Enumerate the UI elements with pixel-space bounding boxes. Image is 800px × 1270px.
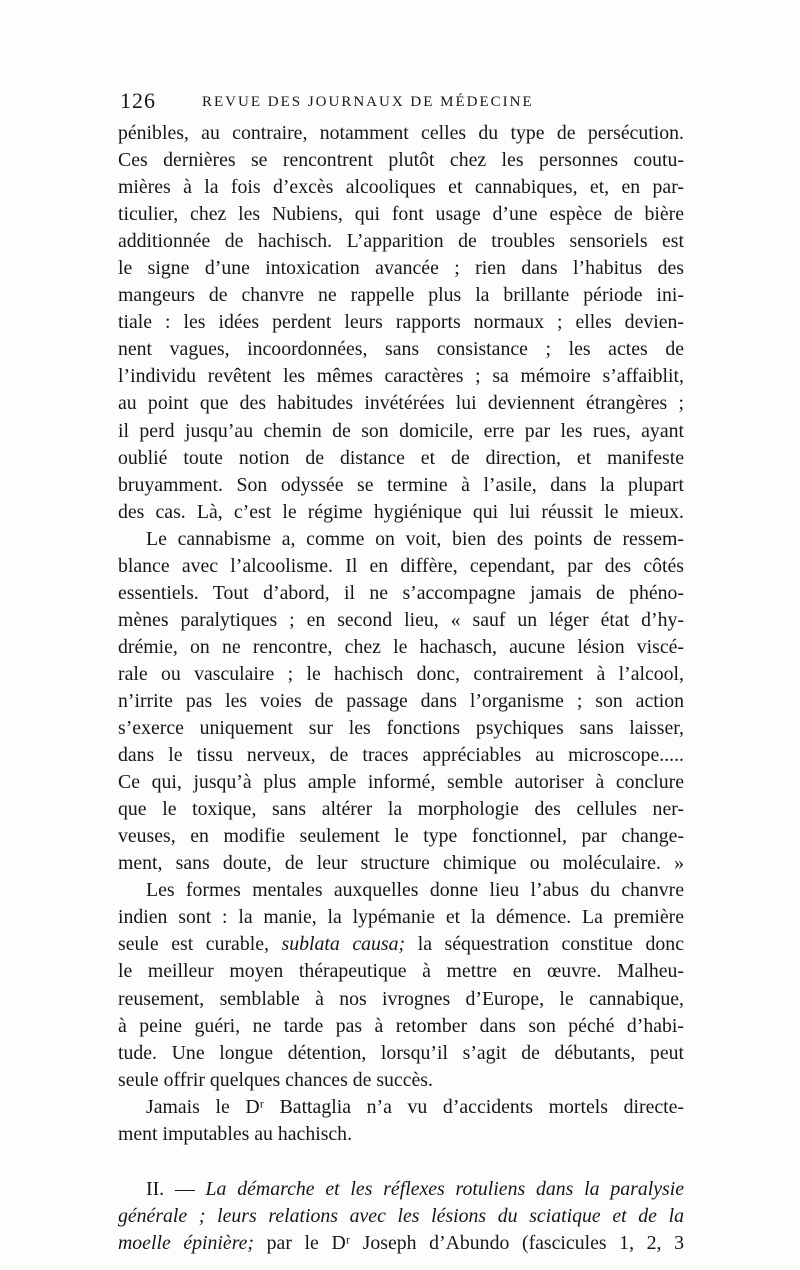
- italic-phrase: sublata causa;: [281, 933, 406, 956]
- text-segment: seule est curable,: [118, 933, 282, 956]
- text-line: à peine guéri, ne tarde pas à retomber dans son péché d’habi-: [118, 1014, 684, 1037]
- text-line: mènes paralytiques ; en second lieu, « sauf un léger état d’hy-: [118, 608, 684, 631]
- text-line: il perd jusqu’au chemin de son domicile, erre par les rues, ayant: [118, 419, 684, 442]
- text-line-with-italic: [118, 931, 684, 958]
- text-line: l’individu revêtent les mêmes caractères ; sa mémoire s’affaiblit,: [118, 365, 684, 388]
- section-title-end: moelle épinière;: [118, 1231, 255, 1254]
- text-line: veuses, en modifie seulement le type fonctionnel, par change-: [118, 825, 684, 848]
- text-line: s’exerce uniquement sur les fonctions psychiques sans laisser,: [118, 717, 684, 740]
- paragraph-last-line: seule offrir quelques chances de succès.: [118, 1068, 433, 1091]
- paragraph-first-line: Le cannabisme a, comme on voit, bien des points de ressem-: [146, 527, 684, 550]
- text-line: dans le tissu nerveux, de traces appréciables au microscope.....: [118, 744, 684, 767]
- running-title: REVUE DES JOURNAUX DE MÉDECINE: [202, 94, 534, 110]
- text-line: mières à la fois d’excès alcooliques et cannabiques, et, en par-: [118, 176, 684, 199]
- paragraph-first-line: Les formes mentales auxquelles donne lieu l’abus du chanvre: [146, 879, 684, 902]
- text-line: bruyamment. Son odyssée se termine à l’asile, dans la plupart: [118, 473, 684, 496]
- paragraph-last-line: ment imputables au hachisch.: [118, 1122, 353, 1145]
- text-line: des cas. Là, c’est le régime hygiénique qui lui réussit le mieux.: [118, 500, 684, 523]
- text-line: additionnée de hachisch. L’apparition de troubles sensoriels est: [118, 230, 684, 253]
- text-line: le signe d’une intoxication avancée ; rien dans l’habitus des: [118, 257, 684, 280]
- page-number: 126: [120, 88, 156, 113]
- text-line: tiale : les idées perdent leurs rapports normaux ; elles devien-: [118, 311, 684, 334]
- text-line: essentiels. Tout d’abord, il ne s’accompagne jamais de phéno-: [118, 581, 684, 604]
- section-title-line: [118, 1230, 684, 1257]
- text-segment: la séquestration constitue donc: [405, 933, 684, 956]
- page-header: [120, 88, 680, 118]
- paragraph-first-line: Jamais le Dʳ Battaglia n’a vu d’accidents mortels directe-: [146, 1095, 684, 1118]
- text-line: tude. Une longue détention, lorsqu’il s’agit de débutants, peut: [118, 1041, 684, 1064]
- text-line: oublié toute notion de distance et de direction, et manifeste: [118, 446, 684, 469]
- section-title-line: générale ; leurs relations avec les lésions du sciatique et de la: [118, 1204, 684, 1227]
- text-line: indien sont : la manie, la lypémanie et la démence. La première: [118, 906, 684, 929]
- text-line: le meilleur moyen thérapeutique à mettre en œuvre. Malheu-: [118, 960, 684, 983]
- text-line: rale ou vasculaire ; le hachisch donc, contrairement à l’alcool,: [118, 662, 684, 685]
- text-line: reusement, semblable à nos ivrognes d’Europe, le cannabique,: [118, 987, 684, 1010]
- section-heading-line: [118, 1176, 684, 1203]
- text-line: mangeurs de chanvre ne rappelle plus la brillante période ini-: [118, 284, 684, 307]
- text-line: ment, sans doute, de leur structure chimique ou moléculaire. »: [118, 852, 684, 875]
- section-title: La démarche et les réflexes rotuliens dans la paralysie: [205, 1177, 684, 1200]
- text-line: blance avec l’alcoolisme. Il en diffère, cependant, par des côtés: [118, 554, 684, 577]
- text-line: nent vagues, incoordonnées, sans consistance ; les actes de: [118, 338, 684, 361]
- text-line: n’irrite pas les voies de passage dans l’organisme ; son action: [118, 689, 684, 712]
- text-line: drémie, on ne rencontre, chez le hachasch, aucune lésion viscé-: [118, 635, 684, 658]
- text-line: Ces dernières se rencontrent plutôt chez les personnes coutu-: [118, 149, 684, 172]
- text-line: que le toxique, sans altérer la morphologie des cellules ner-: [118, 798, 684, 821]
- text-line: ticulier, chez les Nubiens, qui font usage d’une espèce de bière: [118, 203, 684, 226]
- text-line: au point que des habitudes invétérées lui deviennent étrangères ;: [118, 392, 684, 415]
- section-author: par le Dʳ Joseph d’Abundo (fascicules 1, 2, 3: [254, 1231, 685, 1254]
- text-line: pénibles, au contraire, notamment celles du type de persécution.: [118, 122, 684, 144]
- section-spacer: [118, 1148, 684, 1176]
- section-number: II. —: [146, 1177, 206, 1200]
- body-text: [118, 120, 684, 1257]
- text-line: Ce qui, jusqu’à plus ample informé, semble autoriser à conclure: [118, 771, 684, 794]
